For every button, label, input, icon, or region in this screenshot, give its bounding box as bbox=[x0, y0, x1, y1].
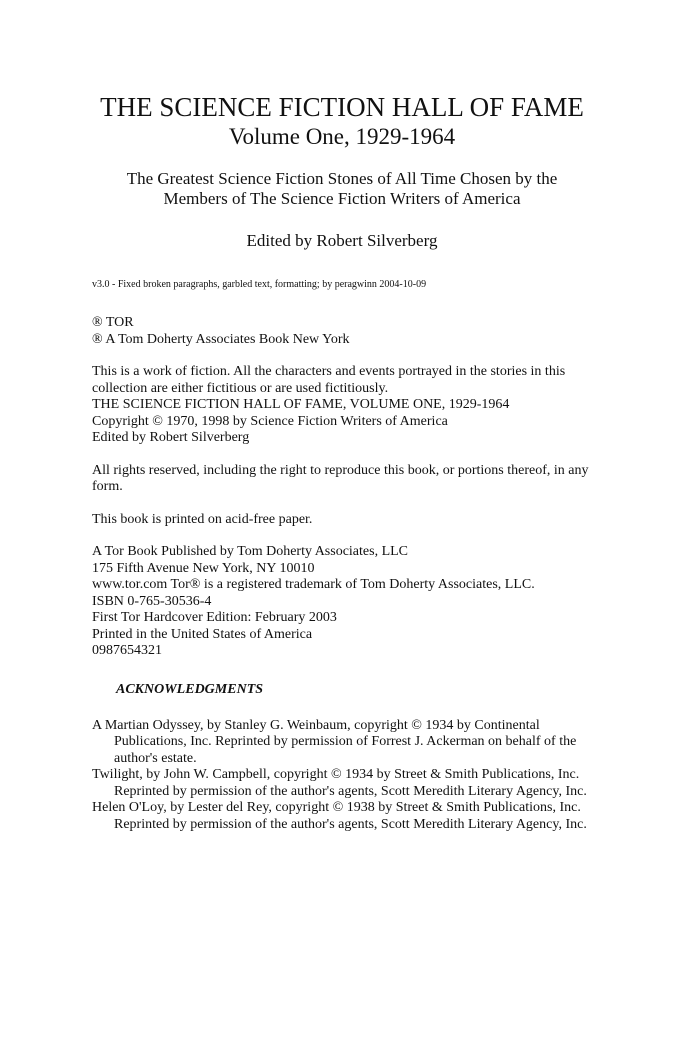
publisher-block bbox=[92, 315, 592, 348]
imprint-line: First Tor Hardcover Edition: February 2003 bbox=[92, 610, 337, 625]
imprint-line: ISBN 0-765-30536-4 bbox=[92, 593, 212, 609]
rights-paragraph: All rights reserved, including the right to reproduce this book, or portions thereof, in any form. bbox=[92, 462, 589, 494]
publisher-line: ® TOR bbox=[92, 315, 134, 330]
publisher-line: ® A Tom Doherty Associates Book New York bbox=[92, 331, 350, 347]
book-subtitle: Volume One, 1929-1964 bbox=[228, 124, 456, 149]
acknowledgment-item: A Martian Odyssey, by Stanley G. Weinbaum, copyright © 1934 by Continental Publications, Inc. Reprinted by permission of Forrest J. Ackerman on behalf of the author's estate. bbox=[92, 717, 577, 766]
imprint-line: www.tor.com Tor® is a registered trademark of Tom Doherty Associates, LLC. bbox=[92, 577, 535, 592]
imprint-line: 175 Fifth Avenue New York, NY 10010 bbox=[92, 560, 315, 576]
acknowledgment-item: Twilight, by John W. Campbell, copyright © 1934 by Street & Smith Publications, Inc. Reprinted by permission of the author's agents, Scott Meredith Literary Agency, Inc. bbox=[92, 767, 587, 799]
notice-line: Copyright © 1970, 1998 by Science Fiction Writers of America bbox=[92, 413, 448, 429]
acknowledgments-heading: ACKNOWLEDGMENTS bbox=[116, 681, 264, 697]
paper-note: This book is printed on acid-free paper. bbox=[92, 511, 313, 527]
acknowledgments-list bbox=[92, 718, 592, 834]
imprint-line: 0987654321 bbox=[92, 643, 162, 658]
notice-line: This is a work of fiction. All the characters and events portrayed in the stories in this collection are either fictitious or are used fictitiously. bbox=[92, 364, 566, 396]
notice-line: THE SCIENCE FICTION HALL OF FAME, VOLUME ONE, 1929-1964 bbox=[92, 397, 510, 412]
acknowledgment-item: Helen O'Loy, by Lester del Rey, copyright © 1938 by Street & Smith Publications, Inc. Reprinted by permission of the author's agents, Scott Meredith Literary Agency, Inc. bbox=[92, 800, 587, 832]
book-title: THE SCIENCE FICTION HALL OF FAME bbox=[100, 92, 584, 122]
book-editor: Edited by Robert Silverberg bbox=[246, 231, 438, 250]
imprint-line: A Tor Book Published by Tom Doherty Associates, LLC bbox=[92, 544, 409, 559]
notice-line: Edited by Robert Silverberg bbox=[92, 430, 250, 445]
book-tagline: The Greatest Science Fiction Stones of All Time Chosen by the Members of The Science Fiction Writers of America bbox=[126, 169, 558, 208]
imprint-line: Printed in the United States of America bbox=[92, 626, 313, 642]
version-note: v3.0 - Fixed broken paragraphs, garbled text, formatting; by peragwinn 2004-10-09 bbox=[92, 279, 427, 290]
imprint-block bbox=[92, 544, 592, 660]
notice-block bbox=[92, 364, 592, 447]
